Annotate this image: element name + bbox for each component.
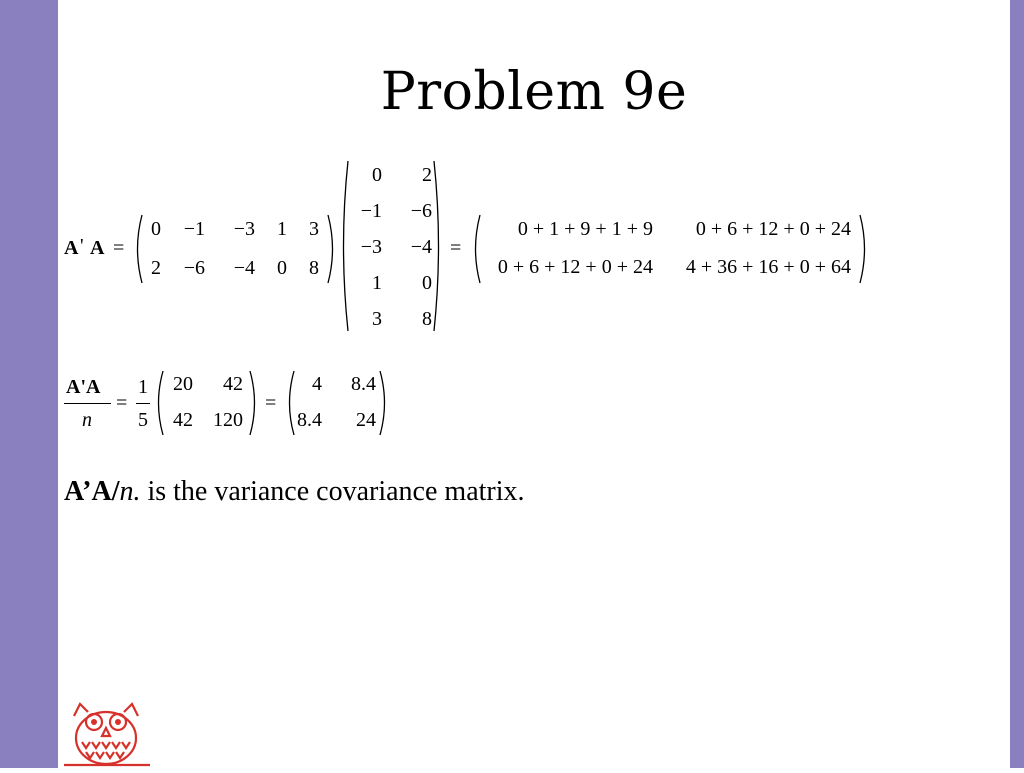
sentence-n-term: n.: [119, 476, 141, 507]
sentence-matrix-term: A’A/: [64, 476, 120, 507]
sentence-text: is the variance covariance matrix.: [140, 476, 525, 507]
matrix-covariance-cell: 8.4: [297, 409, 322, 431]
matrix-3-right-paren: [858, 214, 870, 284]
lhs-prime: ': [80, 235, 84, 257]
scalar-fraction-bar: [136, 403, 150, 404]
matrix-a-cell: 1: [372, 272, 382, 294]
matrix-a-transpose-cell: −4: [233, 257, 255, 279]
matrix-a-transpose-cell: 0: [277, 257, 287, 279]
matrix-sum-values-cell: 42: [223, 373, 243, 395]
matrix-a-cell: −6: [410, 200, 432, 222]
matrix-product-sums: [479, 219, 851, 277]
matrix-5-right-paren: [378, 370, 390, 436]
matrix-a-transpose: [141, 219, 319, 278]
matrix-a-cell: 8: [422, 308, 432, 330]
lhs-a1: A: [64, 237, 79, 259]
matrix-product-sums-cell: 0 + 1 + 9 + 1 + 9: [517, 218, 653, 240]
matrix-product-sums-cell: 4 + 36 + 16 + 0 + 64: [685, 256, 851, 278]
matrix-a-transpose-cell: 3: [309, 218, 319, 240]
matrix-a-cell: −4: [410, 236, 432, 258]
matrix-product-sums-cell: 0 + 6 + 12 + 0 + 24: [695, 218, 851, 240]
equals-sign: =: [265, 392, 277, 414]
matrix-a-cell: −1: [360, 200, 382, 222]
matrix-sum-values-cell: 120: [213, 409, 243, 431]
slide-title: Problem 9e: [380, 62, 688, 122]
matrix-covariance-cell: 24: [356, 409, 376, 431]
conclusion-sentence: [64, 476, 525, 508]
matrix-a-transpose-cell: 0: [151, 218, 161, 240]
matrix-a-transpose-cell: −3: [233, 218, 255, 240]
matrix-a-cell: 3: [372, 308, 382, 330]
matrix-a-transpose-cell: −6: [183, 257, 205, 279]
fraction-numerator: A'A: [66, 376, 101, 398]
lhs-a2: A: [90, 237, 105, 259]
matrix-a-cell: 2: [422, 164, 432, 186]
matrix-a: [348, 165, 432, 329]
equals-sign: =: [450, 237, 462, 259]
matrix-4-right-paren: [248, 370, 260, 436]
matrix-a-transpose-cell: −1: [183, 218, 205, 240]
matrix-a-cell: 0: [372, 164, 382, 186]
matrix-sum-values-cell: 20: [173, 373, 193, 395]
matrix-covariance: [290, 374, 376, 430]
matrix-covariance-cell: 8.4: [351, 373, 376, 395]
matrix-a-transpose-cell: 8: [309, 257, 319, 279]
owl-logo-icon: [64, 698, 152, 773]
equals-sign: =: [113, 237, 125, 259]
scalar-numerator: 1: [138, 376, 148, 398]
matrix-sum-values: [161, 374, 243, 430]
matrix-a-cell: 0: [422, 272, 432, 294]
equals-sign: =: [116, 392, 128, 414]
matrix-a-transpose-cell: 1: [277, 218, 287, 240]
fraction-bar: [64, 403, 111, 404]
matrix-1-right-paren: [326, 214, 338, 284]
scalar-denominator: 5: [138, 409, 148, 431]
right-sidebar: [1010, 0, 1024, 768]
matrix-2-right-paren: [432, 160, 444, 332]
fraction-denominator: n: [82, 409, 92, 431]
matrix-a-cell: −3: [360, 236, 382, 258]
matrix-sum-values-cell: 42: [173, 409, 193, 431]
matrix-a-transpose-cell: 2: [151, 257, 161, 279]
matrix-product-sums-cell: 0 + 6 + 12 + 0 + 24: [497, 256, 653, 278]
matrix-covariance-cell: 4: [312, 373, 322, 395]
left-sidebar: [0, 0, 58, 768]
